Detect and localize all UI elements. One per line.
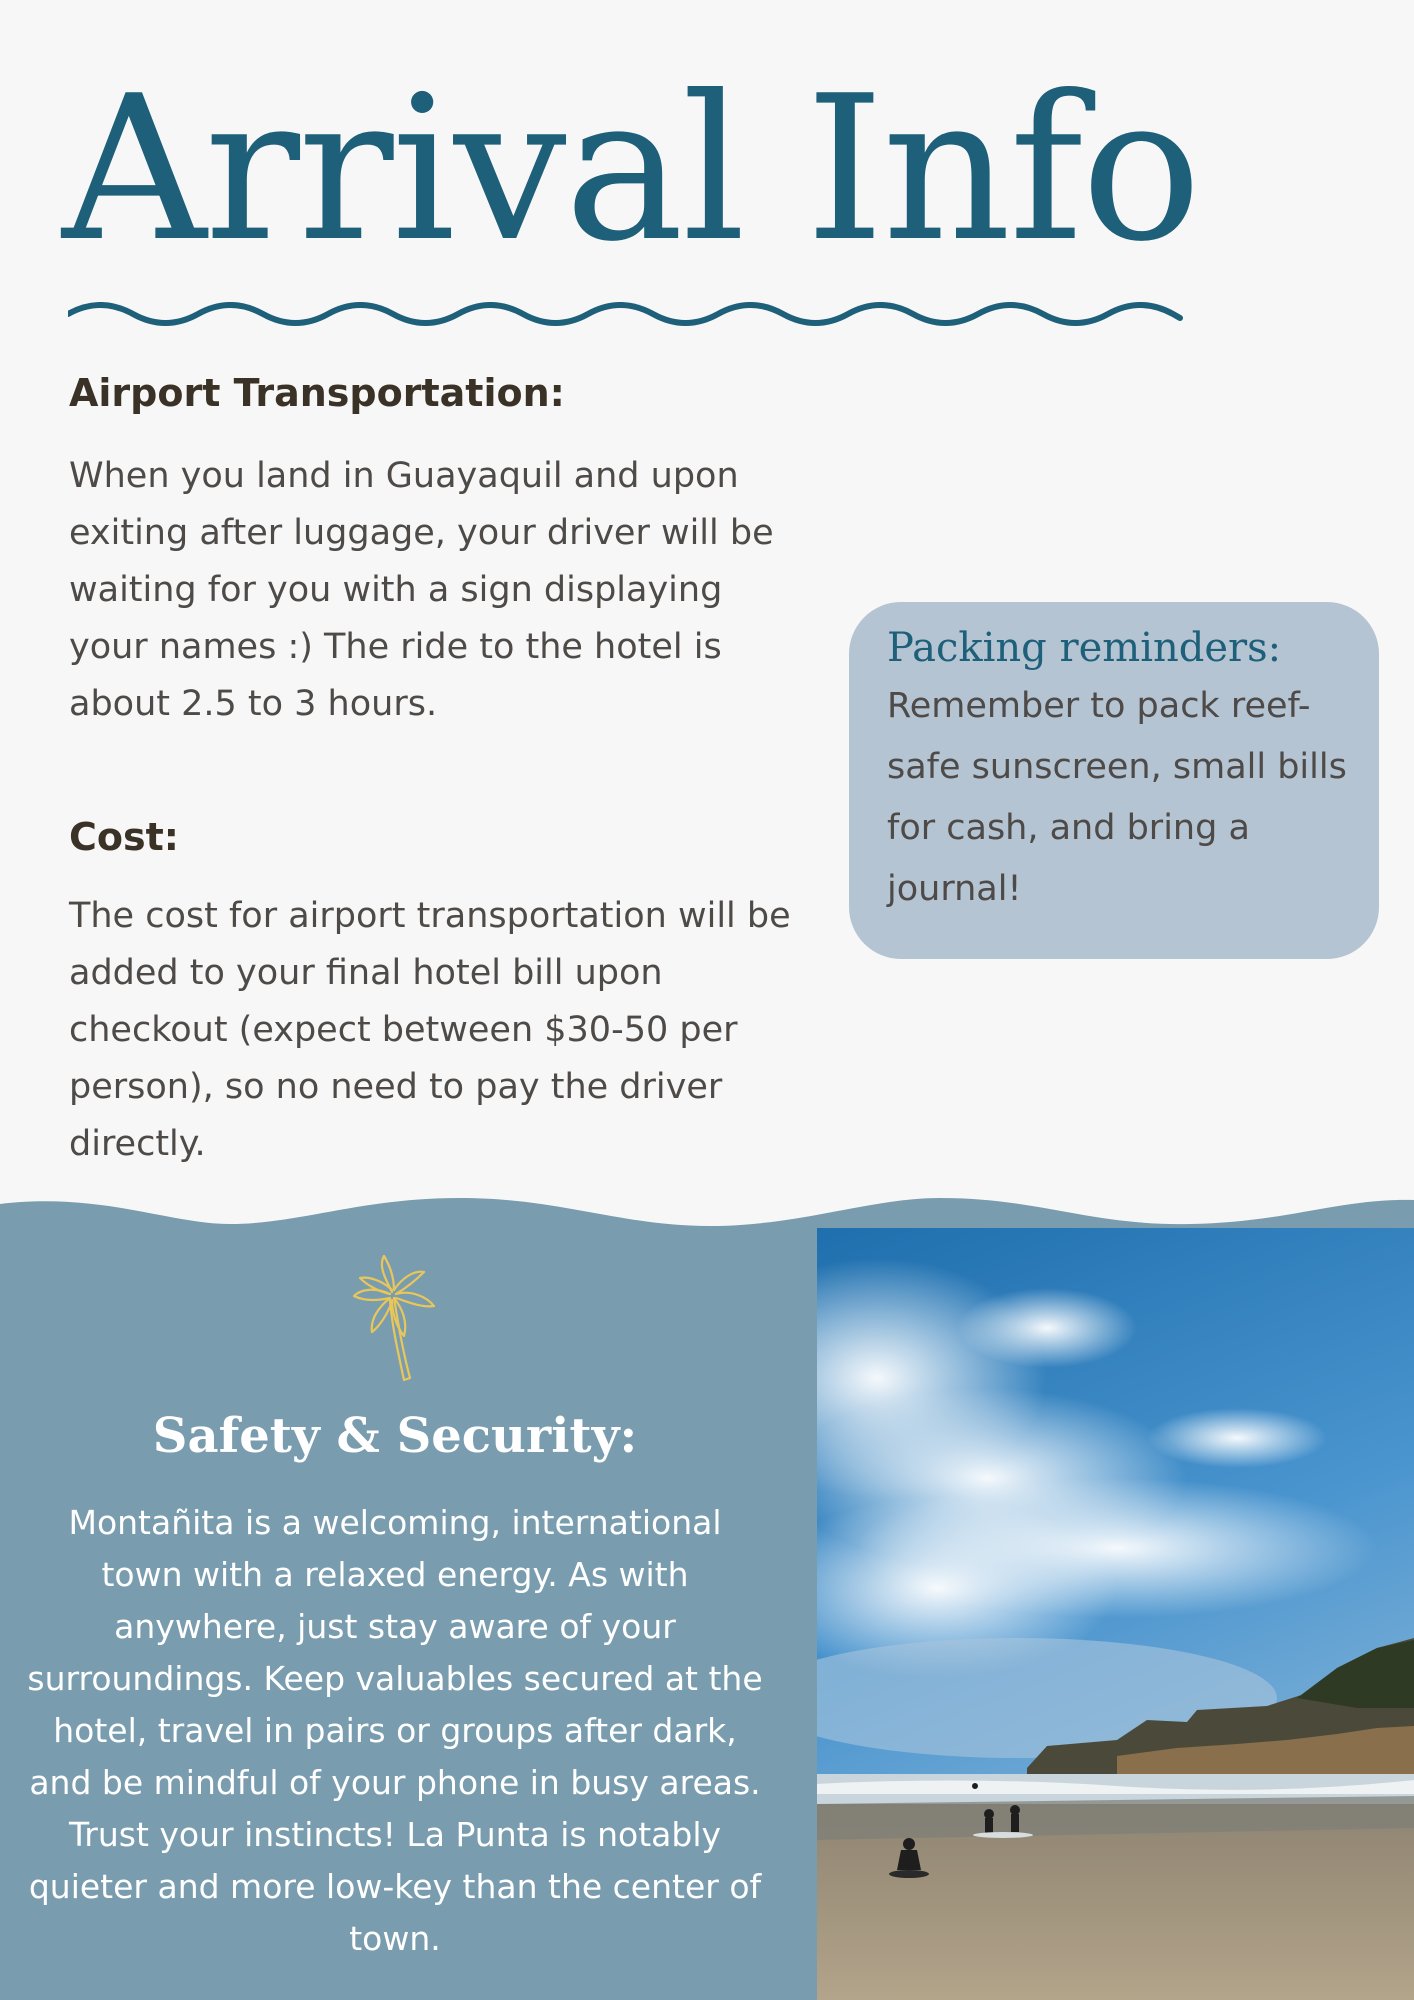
page-title: Arrival Info	[62, 53, 1200, 286]
beach-photo	[817, 1228, 1414, 2000]
title-wave-divider	[68, 302, 1184, 342]
packing-reminders-callout	[849, 602, 1379, 959]
safety-security-text: Montañita is a welcoming, international town with a relaxed energy. As with anywhere, just stay aware of your surroundings. Keep valuables secured at the hotel, travel in pairs or groups after dark, and be mindful of your phone in busy areas. Trust your instincts! La Punta is notably quieter and more low-key than the center of town.	[27, 1503, 763, 1958]
packing-reminders-heading: Packing reminders:	[887, 625, 1282, 671]
airport-transportation-heading: Airport Transportation:	[69, 371, 565, 415]
airport-transportation-text: When you land in Guayaquil and upon exiting after luggage, your driver will be waiting for you with a sign displaying your names :) The ride to the hotel is about 2.5 to 3 hours.	[69, 456, 774, 724]
packing-reminders-text: Remember to pack reef-safe sunscreen, small bills for cash, and bring a journal!	[887, 686, 1347, 909]
cost-heading: Cost:	[69, 815, 179, 859]
palm-tree-icon	[350, 1252, 438, 1382]
safety-security-heading: Safety & Security:	[152, 1408, 638, 1464]
cost-text: The cost for airport transportation will be added to your final hotel bill upon checkout (expect between $30-50 per person), so no need to pay the driver directly.	[69, 896, 791, 1164]
